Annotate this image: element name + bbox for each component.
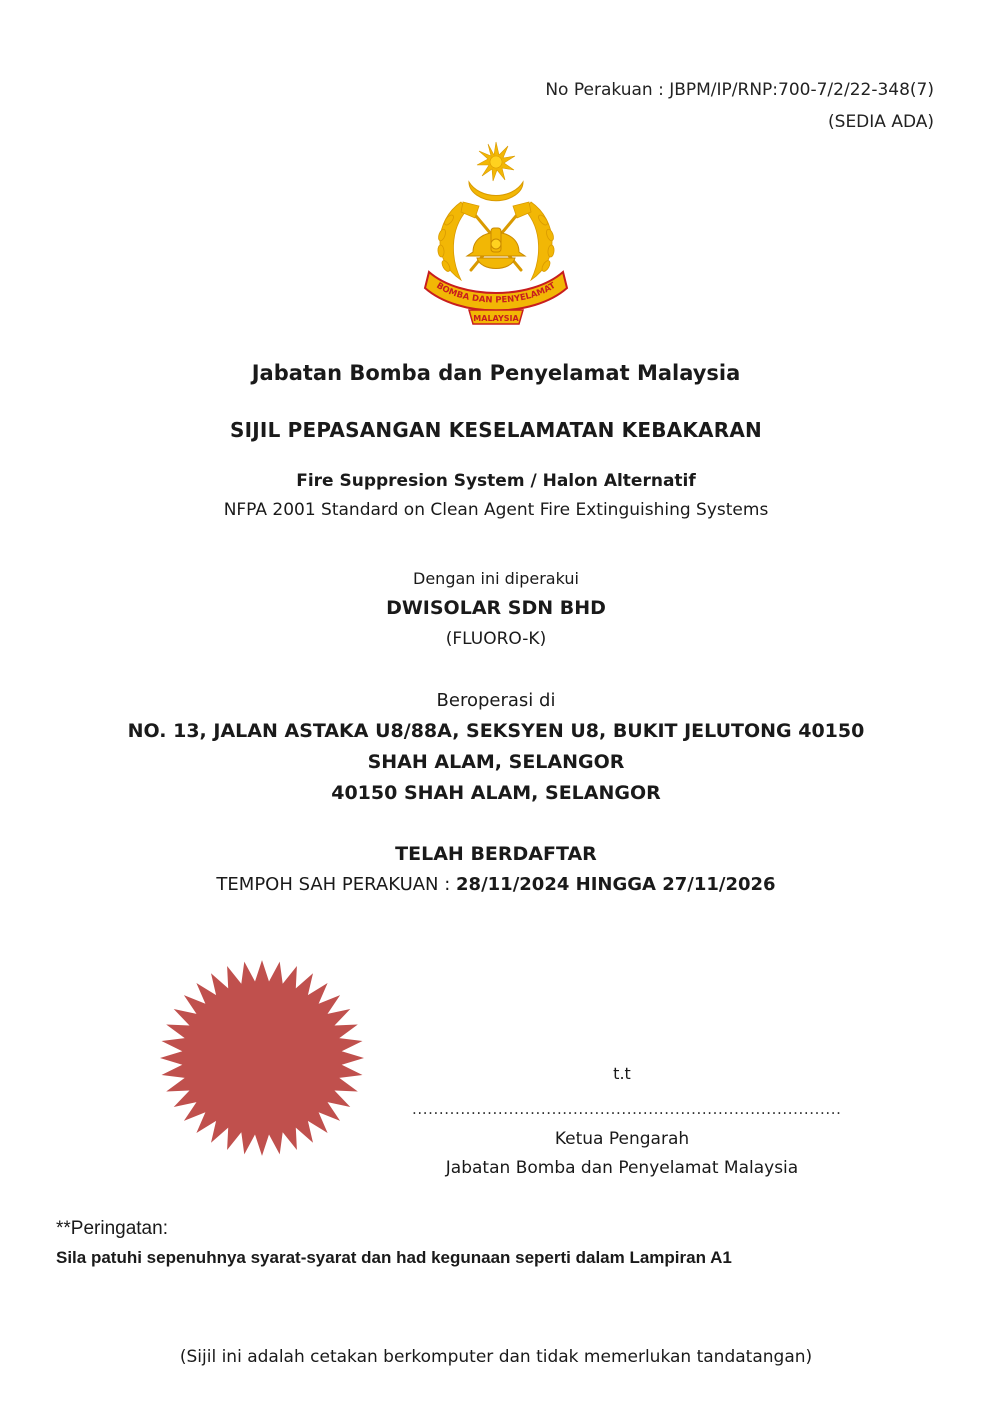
registration-status: TELAH BERDAFTAR [395, 843, 597, 865]
system-type: Fire Suppresion System / Halon Alternatif [296, 471, 696, 491]
starburst-seal-icon [158, 960, 366, 1156]
department-name: Jabatan Bomba dan Penyelamat Malaysia [251, 361, 741, 385]
crest-ribbon-text: BOMBA DAN PENYELAMAT [434, 280, 558, 306]
validity-value: 28/11/2024 HINGGA 27/11/2026 [456, 874, 776, 895]
warning-label: **Peringatan: [56, 1218, 168, 1239]
validity-label: TEMPOH SAH PERAKUAN : [216, 874, 457, 895]
address-line: 40150 SHAH ALAM, SELANGOR [331, 782, 661, 804]
signer-organization: Jabatan Bomba dan Penyelamat Malaysia [445, 1158, 799, 1178]
warning-text: Sila patuhi sepenuhnya syarat-syarat dan had kegunaan seperti dalam Lampiran A1 [56, 1248, 732, 1267]
bomba-crest-icon [421, 140, 571, 330]
certificate-title: SIJIL PEPASANGAN KESELAMATAN KEBAKARAN [230, 418, 762, 442]
company-name: DWISOLAR SDN BHD [386, 597, 606, 619]
certificate-status: (SEDIA ADA) [828, 112, 934, 132]
signer-title: Ketua Pengarah [554, 1129, 690, 1149]
signature-tt: t.t [613, 1064, 631, 1083]
signature-line: ................................................................................ [412, 1100, 842, 1118]
validity-period [0, 874, 992, 895]
address-line: NO. 13, JALAN ASTAKA U8/88A, SEKSYEN U8, BUKIT JELUTONG 40150 [127, 720, 865, 742]
standard-name: NFPA 2001 Standard on Clean Agent Fire Extinguishing Systems [223, 500, 769, 520]
address-line: SHAH ALAM, SELANGOR [367, 751, 625, 773]
certificate-number: No Perakuan : JBPM/IP/RNP:700-7/2/22-348(7) [545, 80, 934, 100]
certified-label: Dengan ini diperakui [413, 569, 579, 588]
footer-note: (Sijil ini adalah cetakan berkomputer dan tidak memerlukan tandatangan) [179, 1347, 813, 1367]
operate-label: Beroperasi di [436, 690, 556, 711]
product-name: (FLUORO-K) [445, 629, 547, 649]
crest-base-text: MALAYSIA [473, 314, 519, 323]
